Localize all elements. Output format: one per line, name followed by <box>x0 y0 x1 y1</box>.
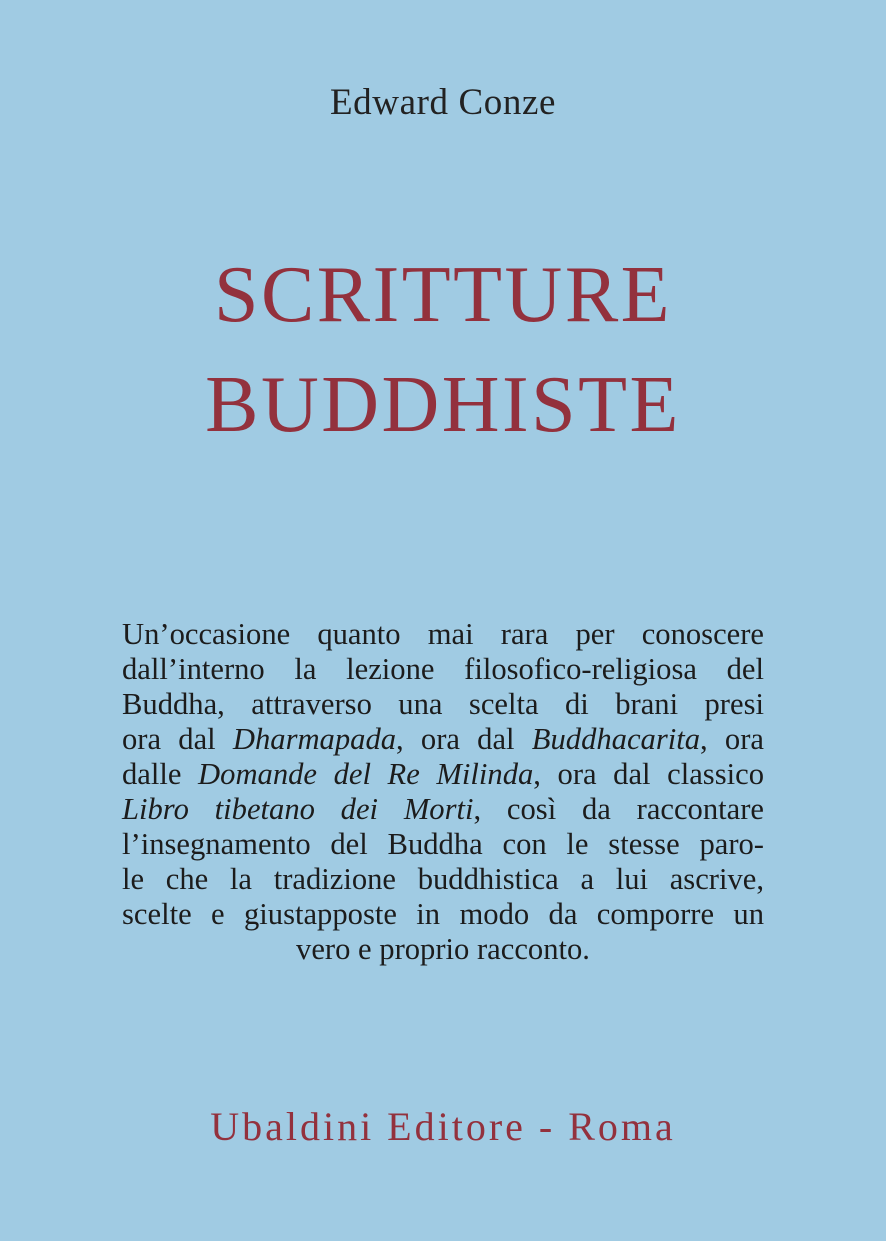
blurb-line: l’insegnamento del Buddha con le stesse paro- <box>122 827 764 861</box>
blurb-line <box>122 722 764 757</box>
blurb-text: , ora dal classico <box>533 757 764 791</box>
blurb-line: scelte e giustapposte in modo da comporre un <box>122 897 764 931</box>
blurb-text: ora dal <box>122 722 233 756</box>
blurb-text: , ora <box>700 722 764 756</box>
blurb-line: Buddha, attraverso una scelta di brani presi <box>122 687 764 721</box>
blurb-line: Un’occasione quanto mai rara per conoscere <box>122 617 764 651</box>
blurb-line <box>122 792 764 827</box>
publisher-name: Ubaldini Editore - Roma <box>210 1104 676 1149</box>
cover-blurb <box>122 617 764 967</box>
blurb-text: dalle <box>122 757 199 791</box>
blurb-line: vero e proprio racconto. <box>296 932 590 966</box>
blurb-line: le che la tradizione buddhistica a lui ascrive, <box>122 862 764 896</box>
book-title-line-1: SCRITTURE <box>213 251 673 339</box>
work-title-milinda: Domande del Re Milinda <box>198 757 534 791</box>
blurb-text: , così da raccontare <box>473 792 764 826</box>
work-title-buddhacarita: Buddhacarita <box>531 722 701 756</box>
author-name: Edward Conze <box>329 82 557 123</box>
blurb-text: , ora dal <box>396 722 532 756</box>
work-title-libro-tibetano: Libro tibetano dei Morti <box>122 792 474 826</box>
blurb-line <box>122 757 764 792</box>
blurb-line: dall’interno la lezione filosofico-religiosa del <box>122 652 764 686</box>
work-title-dharmapada: Dharmapada <box>232 722 397 756</box>
book-title-line-2: BUDDHISTE <box>205 361 681 449</box>
